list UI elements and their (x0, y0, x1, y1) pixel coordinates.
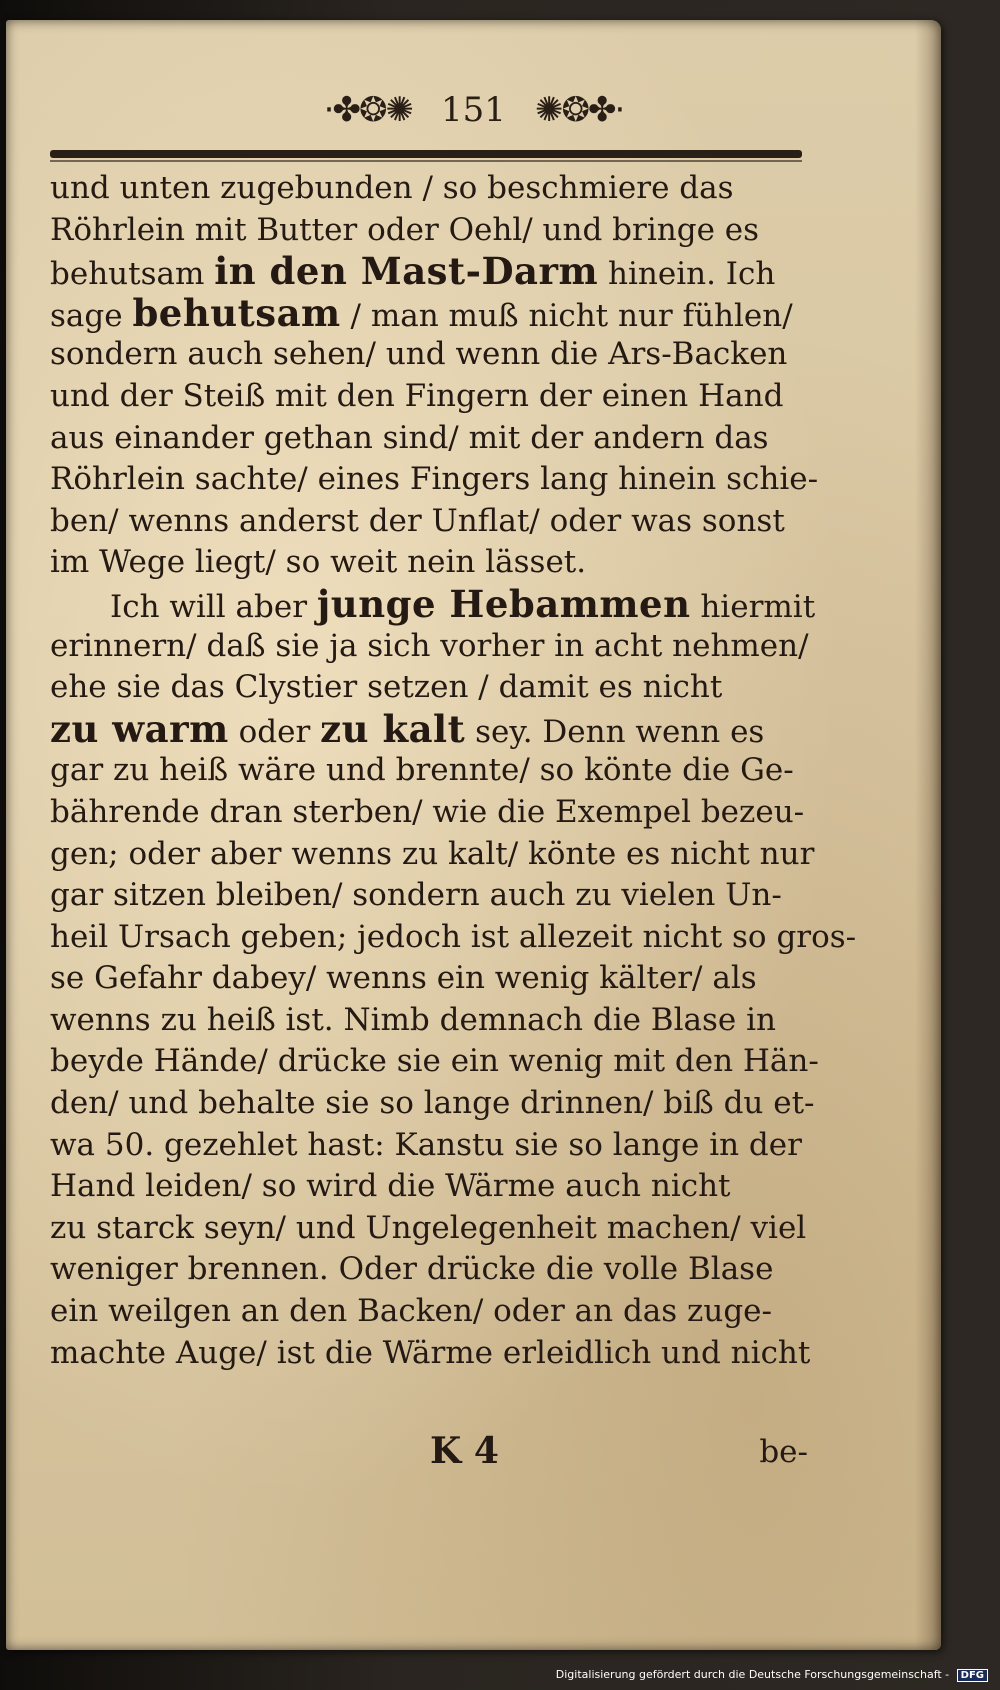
text-segment: sondern auch sehen/ und wenn die Ars-Backen (50, 336, 788, 373)
text-segment: wenns zu heiß ist. Nimb demnach die Blase in (50, 1001, 776, 1038)
credit-text: Digitalisierung gefördert durch die Deutsche Forschungsgemeinschaft - (555, 1668, 950, 1681)
text-line (50, 418, 810, 460)
text-line (50, 1000, 810, 1042)
text-line (50, 1083, 815, 1125)
text-line (50, 376, 810, 418)
text-line (50, 1249, 810, 1291)
text-segment: den/ und behalte sie so lange drinnen/ biß du et- (50, 1085, 815, 1122)
text-line (50, 750, 810, 792)
signature-mark: K 4 (430, 1430, 499, 1472)
text-segment: sage (50, 297, 133, 334)
text-segment: wa 50. gezehlet hast: Kanstu sie so lange in der (50, 1126, 802, 1163)
catchword: be- (759, 1434, 808, 1470)
digitization-credit (556, 1668, 988, 1682)
dfg-logo: DFG (957, 1669, 988, 1682)
text-segment: im Wege liegt/ so weit nein lässet. (50, 544, 587, 581)
ornament-left-icon: ·✤❂✺ (323, 90, 412, 130)
page-header (6, 90, 941, 150)
header-rule-thin (50, 160, 802, 162)
text-segment: Röhrlein sachte/ eines Fingers lang hinein schie- (50, 461, 819, 498)
book-page (6, 20, 941, 1650)
text-segment: heil Ursach geben; jedoch ist allezeit nicht so gros- (50, 918, 857, 955)
text-segment: und unten zugebunden / so beschmiere das (50, 170, 734, 206)
text-line (50, 706, 810, 751)
body-text (50, 168, 857, 1374)
emphasized-text: in den Mast-Darm (214, 249, 599, 294)
text-line (50, 501, 810, 543)
text-line (50, 1125, 810, 1167)
text-line (50, 958, 810, 1000)
text-segment: machte Auge/ ist die Wärme erleidlich und nicht (50, 1334, 811, 1371)
page-footer (50, 1430, 810, 1480)
text-line (50, 1166, 810, 1208)
text-segment: weniger brennen. Oder drücke die volle Blase (50, 1251, 774, 1288)
text-line (50, 1208, 810, 1250)
text-segment: hinein. Ich (598, 256, 776, 293)
text-segment: oder (228, 713, 321, 750)
text-segment: hiermit (690, 588, 816, 625)
emphasized-text: zu kalt (320, 706, 466, 751)
text-line (50, 210, 810, 252)
text-segment: Ich will aber (110, 588, 317, 625)
text-line (50, 875, 810, 917)
text-segment: zu starck seyn/ und Ungelegenheit machen/ viel (50, 1209, 807, 1246)
page-edge-shadow (915, 20, 941, 1650)
text-line (50, 1333, 810, 1375)
text-line (50, 834, 815, 876)
emphasized-text: zu warm (50, 706, 229, 751)
text-line (50, 334, 810, 376)
text-line (50, 792, 810, 834)
text-segment: bährende dran sterben/ wie die Exempel bezeu- (50, 793, 805, 830)
text-line (50, 290, 810, 335)
text-line (50, 1291, 810, 1333)
text-segment: erinnern/ daß sie ja sich vorher in acht nehmen/ (50, 627, 809, 664)
text-segment: ben/ wenns anderst der Unflat/ oder was sonst (50, 502, 785, 539)
text-segment: gar sitzen bleiben/ sondern auch zu vielen Un- (50, 877, 782, 914)
emphasized-text: junge Hebammen (316, 581, 691, 626)
text-segment: ehe sie das Clystier setzen / damit es nicht (50, 669, 723, 706)
text-segment: ein weilgen an den Backen/ oder an das zuge- (50, 1293, 773, 1330)
text-line (50, 542, 810, 584)
text-line (50, 168, 810, 210)
header-rule (50, 150, 802, 158)
ornament-right-icon: ✺❂✤· (535, 90, 624, 130)
text-segment: behutsam (50, 256, 215, 293)
text-segment: se Gefahr dabey/ wenns ein wenig kälter/ als (50, 960, 757, 997)
text-line (50, 626, 810, 668)
text-line (50, 459, 819, 501)
text-segment: gar zu heiß wäre und brennte/ so könte die Ge- (50, 752, 794, 789)
text-segment: gen; oder aber wenns zu kalt/ könte es nicht nur (50, 835, 815, 872)
text-segment: / man muß nicht nur fühlen/ (340, 297, 793, 334)
text-segment: beyde Hände/ drücke sie ein wenig mit den Hän- (50, 1043, 819, 1080)
text-line (50, 1041, 819, 1083)
text-segment: Röhrlein mit Butter oder Oehl/ und bringe es (50, 211, 760, 248)
text-line (50, 667, 810, 709)
text-segment: und der Steiß mit den Fingern der einen Hand (50, 377, 784, 414)
emphasized-text: behutsam (132, 290, 341, 335)
text-line (50, 251, 810, 293)
text-line (50, 917, 857, 959)
text-segment: Hand leiden/ so wird die Wärme auch nicht (50, 1168, 731, 1205)
text-line (50, 581, 816, 626)
text-segment: sey. Denn wenn es (465, 713, 765, 750)
text-segment: aus einander gethan sind/ mit der andern das (50, 419, 769, 456)
page-number: 151 (441, 90, 506, 130)
